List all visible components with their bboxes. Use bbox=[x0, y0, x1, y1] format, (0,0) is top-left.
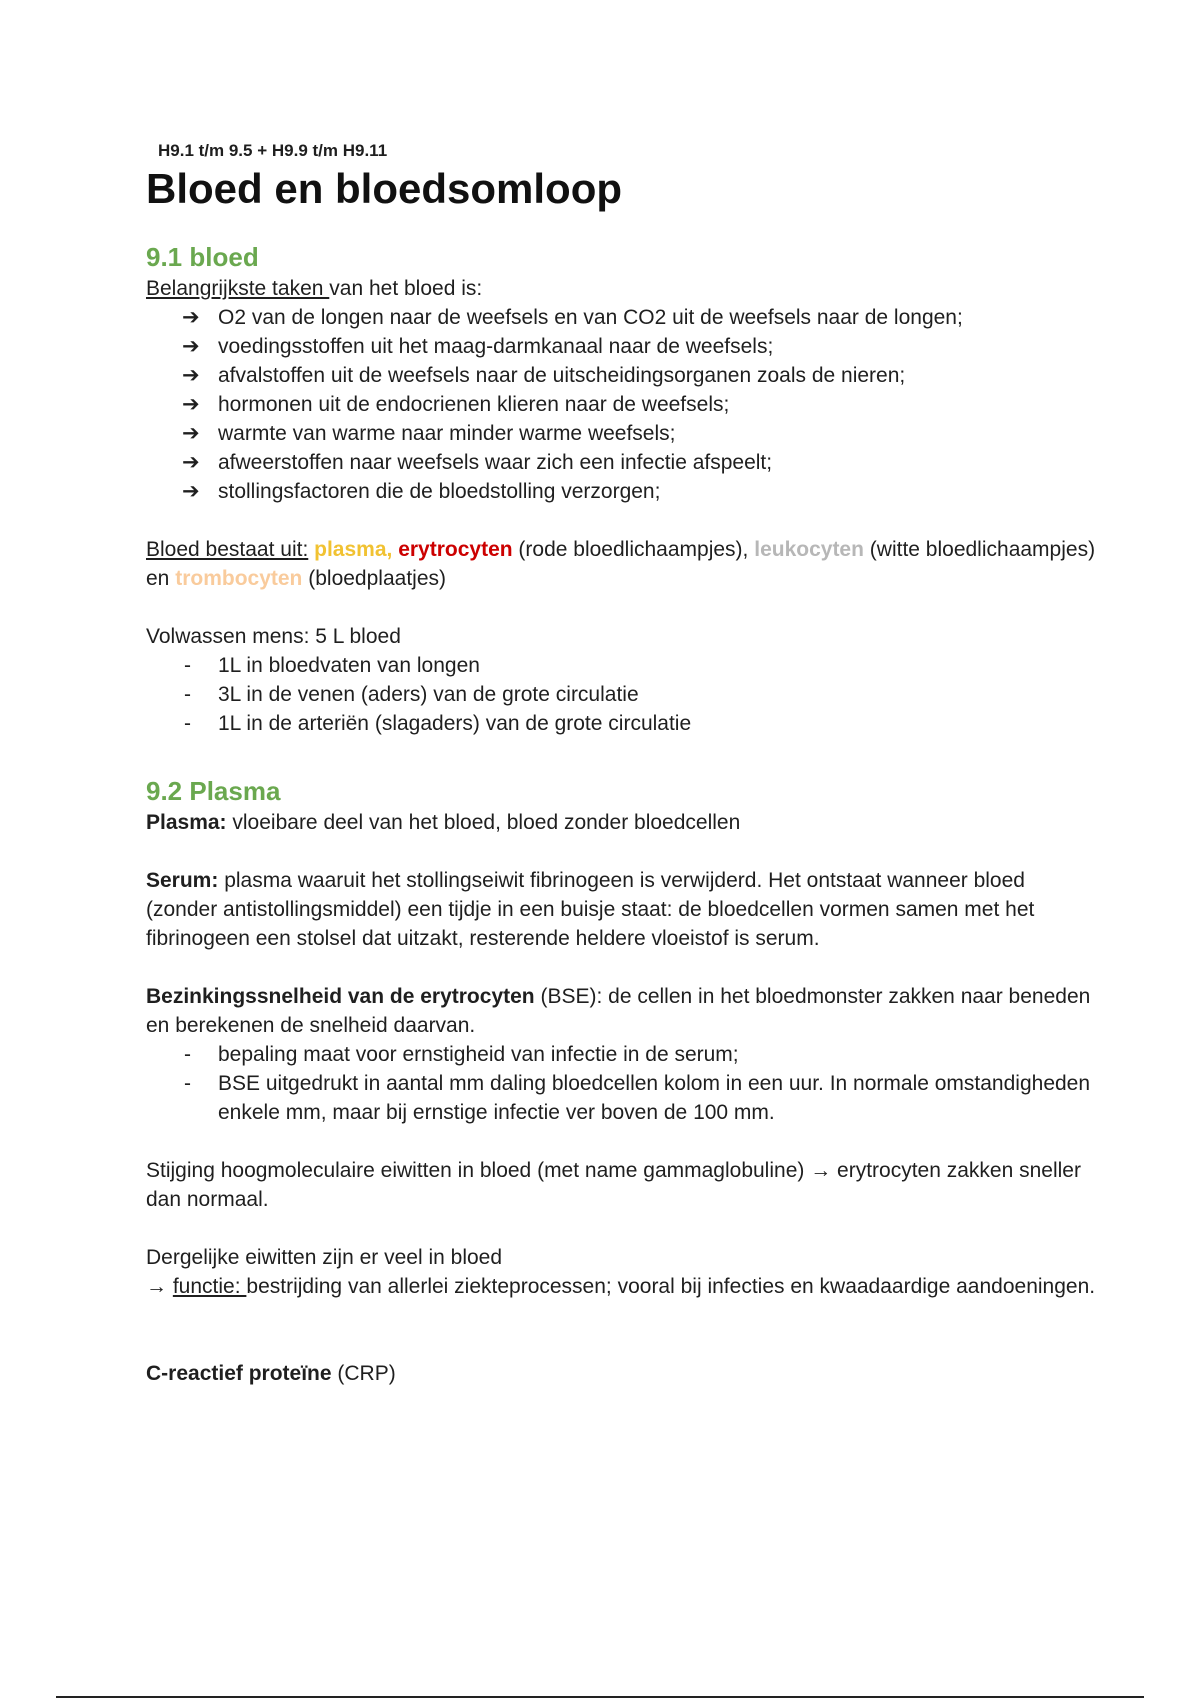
volume-text: 1L in de arteriën (slagaders) van de grote circulatie bbox=[218, 712, 692, 735]
arrow-icon: ➔ bbox=[182, 335, 200, 358]
list-item bbox=[146, 419, 1096, 448]
section-heading-9-1: 9.1 bloed bbox=[146, 242, 259, 272]
plasma-term: plasma, bbox=[314, 538, 393, 561]
serum-text: plasma waaruit het stollingseiwit fibrinogeen is verwijderd. Het ontstaat wanneer bloed (zonder antistollingsmiddel) een tijdje in een buisje staat: de bloedcellen vormen samen met het fibrinogeen een stolsel dat uitzakt, resterende heldere vloeistof is serum. bbox=[146, 869, 1035, 950]
list-item bbox=[146, 361, 1096, 390]
bse-term: Bezinkingssnelheid van de erytrocyten bbox=[146, 985, 535, 1008]
serum-definition bbox=[146, 866, 1096, 953]
list-item bbox=[146, 1069, 1096, 1127]
plasma-definition bbox=[146, 808, 1096, 837]
arrow-icon: ➔ bbox=[182, 480, 200, 503]
dash-icon: - bbox=[184, 712, 191, 735]
crp-line bbox=[146, 1359, 1096, 1388]
page-title: Bloed en bloedsomloop bbox=[146, 165, 623, 212]
bse-definition bbox=[146, 982, 1096, 1040]
spacer bbox=[146, 837, 1096, 866]
functie-label: functie: bbox=[172, 1275, 247, 1298]
dergelijke-line: Dergelijke eiwitten zijn er veel in bloed bbox=[146, 1246, 503, 1269]
task-text: afweerstoffen naar weefsels waar zich een infectie afspeelt; bbox=[218, 451, 773, 474]
composition-label: Bloed bestaat uit: bbox=[146, 538, 309, 561]
stijging-paragraph: Stijging hoogmoleculaire eiwitten in bloed (met name gammaglobuline) → erytrocyten zakken sneller dan normaal. bbox=[146, 1159, 1081, 1211]
spacer bbox=[146, 593, 1096, 622]
trombocyten-term: trombocyten bbox=[175, 567, 303, 590]
task-text: afvalstoffen uit de weefsels naar de uitscheidingsorganen zoals de nieren; bbox=[218, 364, 906, 387]
task-text: O2 van de longen naar de weefsels en van CO2 uit de weefsels naar de longen; bbox=[218, 306, 963, 329]
section-heading-9-2: 9.2 Plasma bbox=[146, 776, 281, 806]
bse-item-text: bepaling maat voor ernstigheid van infectie in de serum; bbox=[218, 1043, 739, 1066]
erytrocyten-term: erytrocyten bbox=[398, 538, 513, 561]
plasma-definition-term: Plasma: bbox=[146, 811, 227, 834]
arrow-icon: ➔ bbox=[182, 422, 200, 445]
crp-rest: (CRP) bbox=[331, 1362, 396, 1385]
functie-paragraph bbox=[146, 1272, 1096, 1301]
functie-text: bestrijding van allerlei ziekteprocessen; vooral bij infecties en kwaadaardige aandoeningen. bbox=[246, 1275, 1096, 1298]
document-content bbox=[146, 140, 1096, 1388]
task-text: stollingsfactoren die de bloedstolling verzorgen; bbox=[218, 480, 661, 503]
bse-item-text: BSE uitgedrukt in aantal mm daling bloedcellen kolom in een uur. In normale omstandigheden enkele mm, maar bij ernstige infectie ver boven de 100 mm. bbox=[218, 1072, 1091, 1124]
spacer bbox=[146, 1127, 1096, 1156]
tasks-list bbox=[146, 303, 1096, 506]
list-item bbox=[146, 477, 1096, 506]
tasks-intro-rest: van het bloed is: bbox=[329, 277, 483, 300]
arrow-icon: ➔ bbox=[182, 306, 200, 329]
bse-text: (BSE): de cellen in het bloedmonster zakken naar beneden en berekenen de snelheid daarvan. bbox=[146, 985, 1091, 1037]
tasks-intro bbox=[146, 274, 1096, 303]
page-bottom-divider bbox=[56, 1696, 1144, 1698]
list-item bbox=[146, 448, 1096, 477]
chapter-subtitle: H9.1 t/m 9.5 + H9.9 t/m H9.11 bbox=[158, 141, 388, 160]
plasma-definition-text: vloeibare deel van het bloed, bloed zonder bloedcellen bbox=[232, 811, 741, 834]
arrow-icon: ➔ bbox=[182, 364, 200, 387]
right-arrow-icon: → bbox=[146, 1275, 173, 1298]
list-item bbox=[146, 651, 1096, 680]
volume-text: 1L in bloedvaten van longen bbox=[218, 654, 480, 677]
tasks-intro-underlined: Belangrijkste taken bbox=[146, 277, 330, 300]
task-text: hormonen uit de endocrienen klieren naar de weefsels; bbox=[218, 393, 730, 416]
volume-list bbox=[146, 651, 1096, 738]
arrow-icon: ➔ bbox=[182, 393, 200, 416]
erytrocyten-note: (rode bloedlichaampjes), bbox=[518, 538, 749, 561]
dash-icon: - bbox=[184, 1043, 191, 1066]
task-text: voedingsstoffen uit het maag-darmkanaal naar de weefsels; bbox=[218, 335, 774, 358]
volume-intro: Volwassen mens: 5 L bloed bbox=[146, 625, 401, 648]
bse-list bbox=[146, 1040, 1096, 1127]
spacer bbox=[146, 1301, 1096, 1359]
spacer bbox=[146, 953, 1096, 982]
volume-text: 3L in de venen (aders) van de grote circulatie bbox=[218, 683, 639, 706]
spacer bbox=[146, 1214, 1096, 1243]
leukocyten-term: leukocyten bbox=[754, 538, 864, 561]
list-item bbox=[146, 332, 1096, 361]
trombocyten-note: (bloedplaatjes) bbox=[308, 567, 446, 590]
list-item bbox=[146, 303, 1096, 332]
dash-icon: - bbox=[184, 683, 191, 706]
dash-icon: - bbox=[184, 1072, 191, 1095]
list-item bbox=[146, 680, 1096, 709]
leukocyten-note: (witte bloedlichaampjes) en bbox=[146, 538, 1096, 590]
spacer bbox=[146, 506, 1096, 535]
arrow-icon: ➔ bbox=[182, 451, 200, 474]
list-item bbox=[146, 709, 1096, 738]
list-item bbox=[146, 1040, 1096, 1069]
dash-icon: - bbox=[184, 654, 191, 677]
task-text: warmte van warme naar minder warme weefsels; bbox=[218, 422, 676, 445]
composition-paragraph bbox=[146, 535, 1096, 593]
list-item bbox=[146, 390, 1096, 419]
serum-term: Serum: bbox=[146, 869, 219, 892]
crp-term: C-reactief proteïne bbox=[146, 1362, 332, 1385]
